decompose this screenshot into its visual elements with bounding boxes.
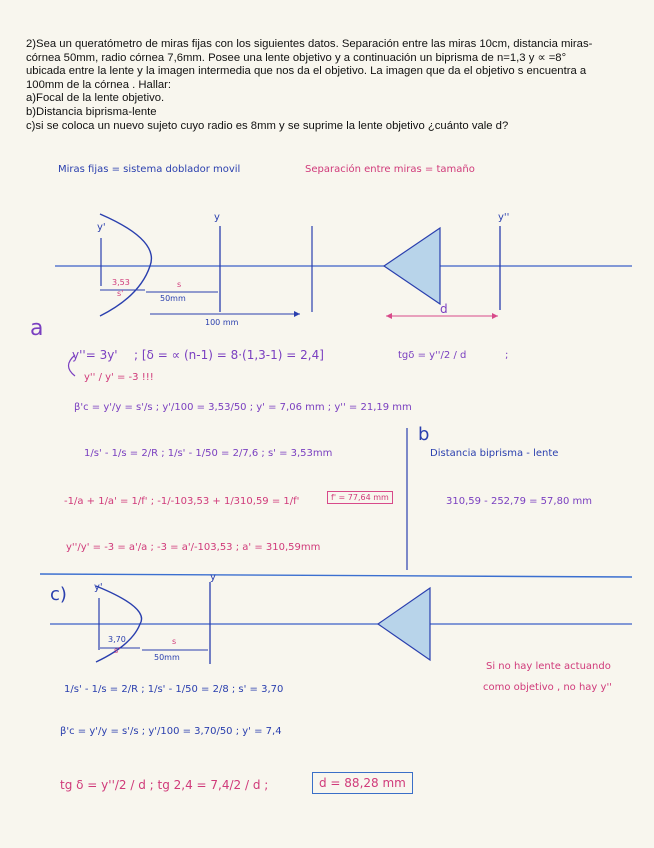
part-c-note-2: como objetivo , no hay y'': [483, 682, 612, 693]
part-a-beta: β'c = y'/y = s'/s ; y'/100 = 3,53/50 ; y' = 7,06 mm ; y'' = 21,19 mm: [74, 402, 412, 413]
part-a-lens2: -1/a + 1/a' = 1/f' ; -1/-103,53 + 1/310,59 = 1/f': [64, 496, 300, 507]
label-d: d: [440, 302, 448, 316]
part-c-s-prime: s': [114, 646, 121, 655]
label-y-prime: y': [97, 222, 106, 233]
part-a-eq3: tgδ = y''/2 / d: [398, 350, 467, 361]
problem-line-2: córnea 50mm, radio córnea 7,6mm. Posee una lente objetivo y a continuación un biprisma de n=1,3 y ∝ =8°: [26, 51, 567, 64]
part-c-note-1: Si no hay lente actuando: [486, 661, 611, 672]
part-a-ratio: y'' / y' = -3 !!!: [84, 372, 154, 383]
part-a-mag: y''/y' = -3 = a'/a ; -3 = a'/-103,53 ; a' = 310,59mm: [66, 542, 321, 553]
part-c-y: y: [210, 572, 216, 583]
section-rule: [40, 574, 632, 577]
part-a-eq1: y''= 3y': [72, 348, 118, 362]
note-miras-fijas: Miras fijas = sistema doblador movil: [58, 164, 241, 175]
part-c-lens: 1/s' - 1/s = 2/R ; 1/s' - 1/50 = 2/8 ; s' = 3,70: [64, 684, 284, 695]
part-c-s: s: [172, 637, 177, 646]
note-separacion: Separación entre miras = tamaño: [305, 164, 475, 175]
part-c-result: d = 88,28 mm: [312, 772, 413, 794]
part-b-text: Distancia biprisma - lente: [430, 448, 559, 459]
biprism-2: [378, 588, 430, 660]
problem-item-c: c)si se coloca un nuevo sujeto cuyo radio es 8mm y se suprime la lente objetivo ¿cuánto vale d?: [26, 119, 509, 132]
part-a-f-result: f' = 77,64 mm: [327, 491, 393, 504]
label-50mm: 50mm: [160, 294, 186, 303]
label-s: s: [177, 280, 182, 289]
label-y: y: [214, 212, 220, 223]
part-c-beta: β'c = y'/y = s'/s ; y'/100 = 3,70/50 ; y' = 7,4: [60, 726, 282, 737]
part-a-eq2: ; [δ = ∝ (n-1) = 8·(1,3-1) = 2,4]: [134, 348, 324, 362]
part-a-lens1: 1/s' - 1/s = 2/R ; 1/s' - 1/50 = 2/7,6 ; s' = 3,53mm: [84, 448, 333, 459]
problem-item-b: b)Distancia biprisma-lente: [26, 105, 157, 118]
biprism-1: [384, 228, 440, 304]
part-c-50mm: 50mm: [154, 653, 180, 662]
part-b-calc: 310,59 - 252,79 = 57,80 mm: [446, 496, 592, 507]
problem-line-1: 2)Sea un queratómetro de miras fijas con los siguientes datos. Separación entre las miras 10cm, distancia miras-: [26, 38, 593, 50]
problem-item-a: a)Focal de la lente objetivo.: [26, 92, 165, 105]
label-353: 3,53: [112, 278, 130, 287]
part-c-label: c): [50, 584, 67, 605]
part-a-label: a: [30, 316, 44, 341]
part-c-y-prime: y': [94, 582, 103, 593]
part-a-eq3b: ;: [505, 350, 509, 361]
problem-line-4: 100mm de la córnea . Hallar:: [26, 78, 172, 91]
label-s-prime: s': [117, 289, 124, 298]
label-100mm: 100 mm: [205, 318, 239, 327]
label-y-double: y'': [498, 212, 510, 223]
part-b-label: b: [418, 424, 430, 445]
problem-line-3: ubicada entre la lente y la imagen intermedia que nos da el objetivo. La imagen que da el objetivo s encuentra a: [26, 65, 587, 78]
part-c-tg: tg δ = y''/2 / d ; tg 2,4 = 7,4/2 / d ;: [60, 778, 269, 792]
cornea-arc-1: [100, 214, 151, 316]
part-c-370: 3,70: [108, 635, 126, 644]
